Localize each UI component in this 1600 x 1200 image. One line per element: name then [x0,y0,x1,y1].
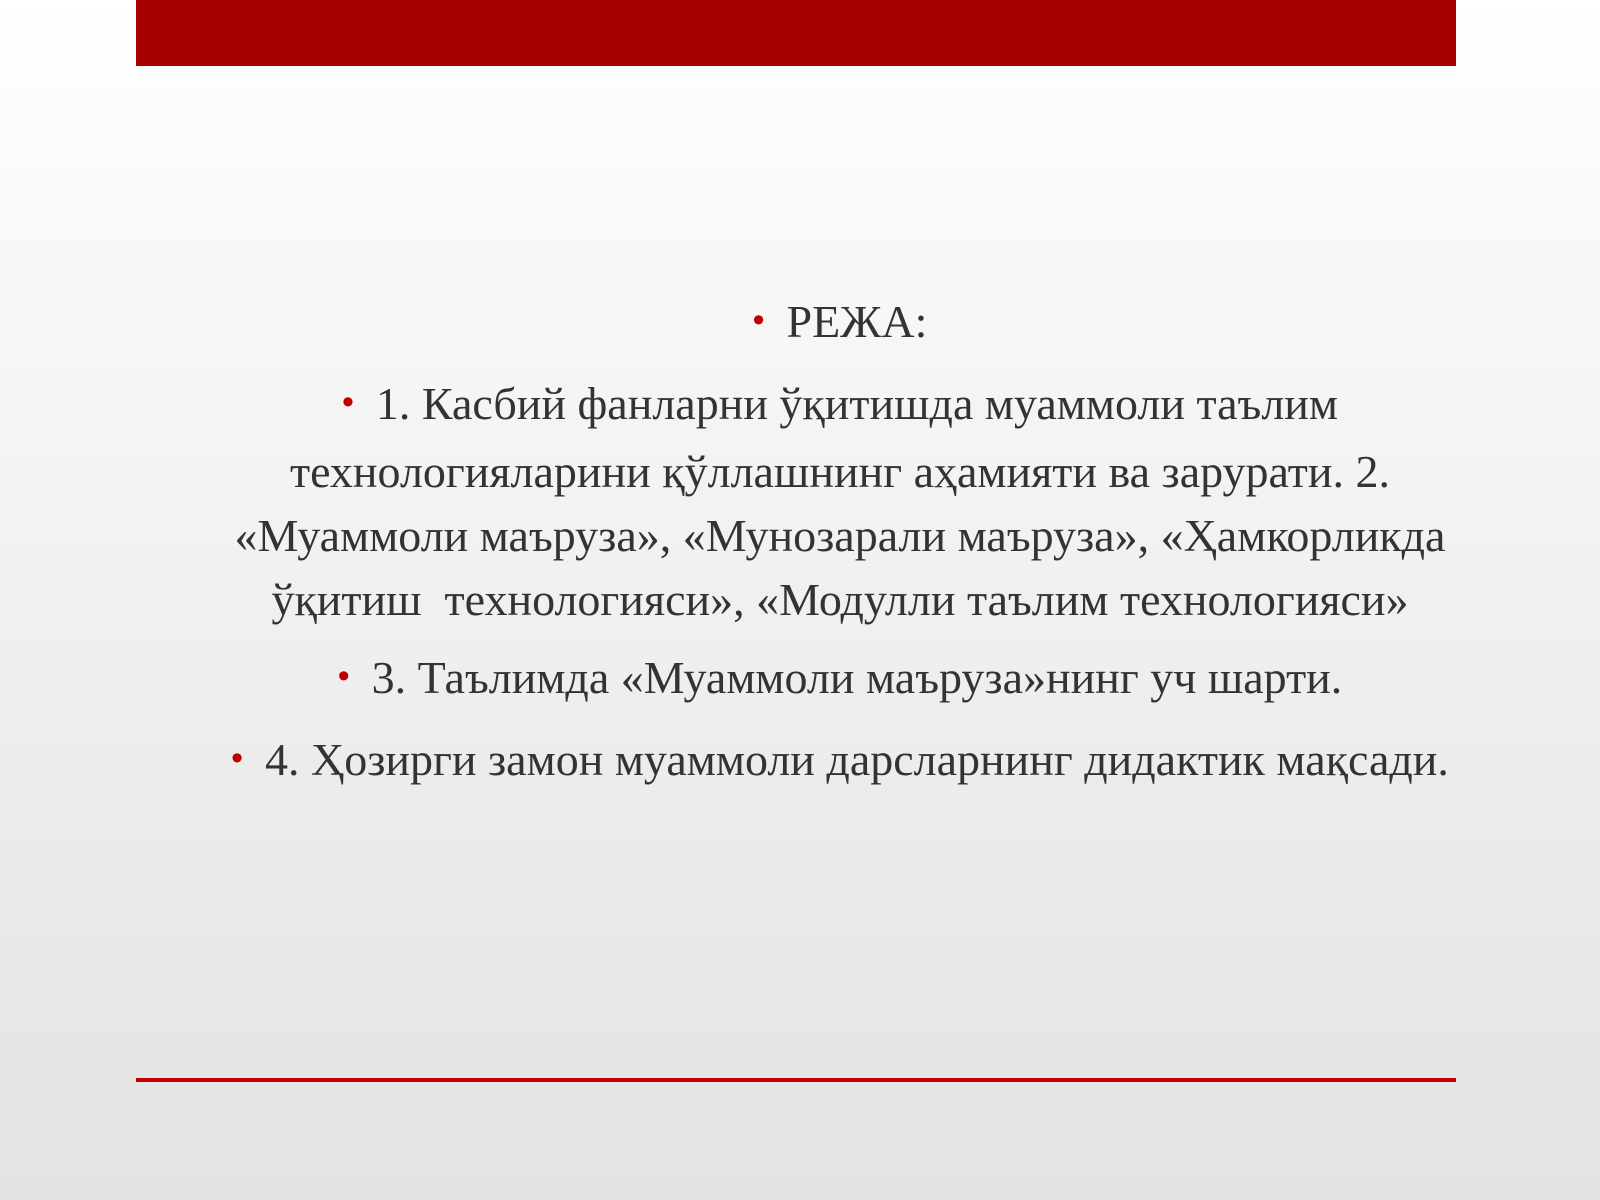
point-3-text: 3. Таълимда «Муаммоли маъруза»нинг уч шарти. [371,652,1343,703]
bullet-icon: • [231,739,244,777]
bullet-icon: • [337,657,350,695]
bottom-divider-line [136,1078,1456,1082]
list-item-point-3 [215,646,1465,714]
list-item-point-4 [215,728,1465,796]
plan-heading-text: РЕЖА: [786,296,928,347]
bullet-icon: • [752,301,765,339]
bullet-icon: • [341,383,354,421]
slide-content-list [215,290,1465,810]
list-item-plan-heading [215,290,1465,358]
list-item-point-1-2 [215,372,1465,632]
point-1-2-text: 1. Касбий фанларни ўқитишда муаммоли таълим технологияларини қўллашнинг аҳамияти ва зарурати. 2. «Муаммоли маъруза», «Мунозарали маъруза», «Ҳамкорликда ўқитиш технологияси», «Модулли таълим технологияси» [234,378,1457,625]
top-accent-bar [136,0,1456,66]
point-4-text: 4. Ҳозирги замон муаммоли дарсларнинг дидактик мақсади. [265,734,1449,785]
